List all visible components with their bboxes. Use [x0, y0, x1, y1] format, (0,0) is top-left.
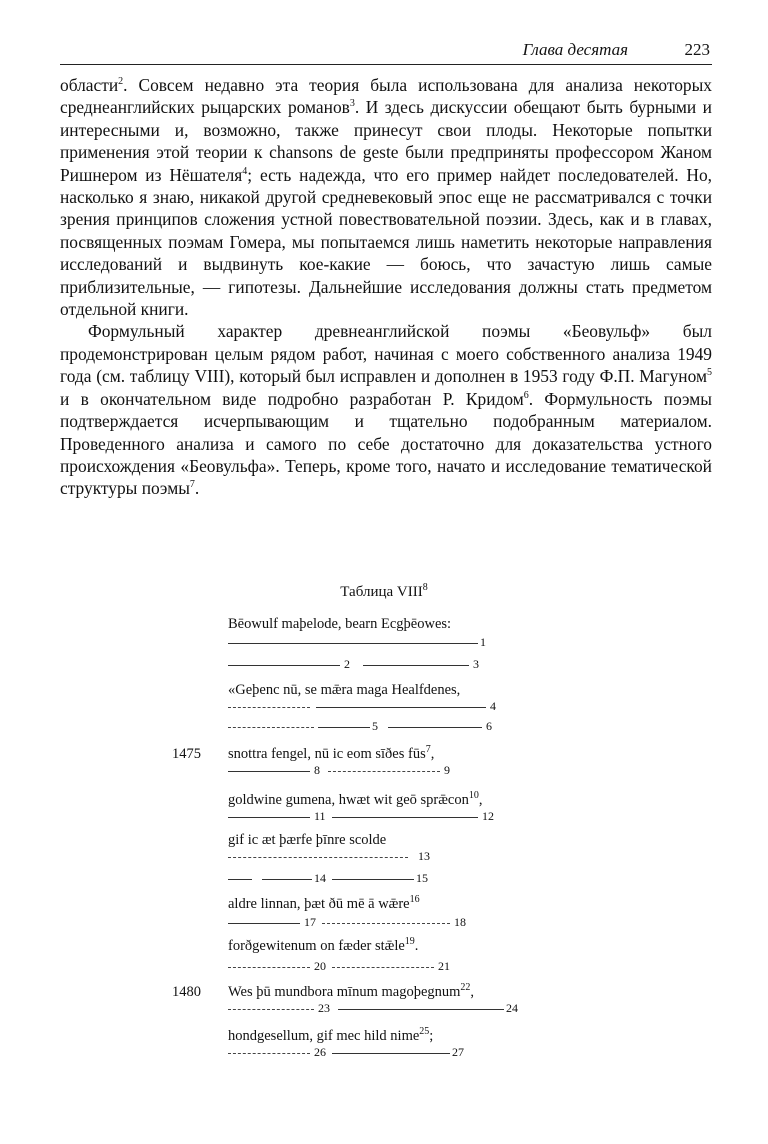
formula-underline: [228, 967, 310, 968]
formula-number: 26: [314, 1045, 326, 1059]
verse-text: goldwine gumena, hwæt wit geō sprǣcon: [228, 792, 469, 808]
formula-number: 8: [314, 763, 320, 777]
formula-underline: [332, 1053, 450, 1054]
formula-underline: [228, 1009, 314, 1010]
formula-number: 20: [314, 959, 326, 973]
verse-text: snottra fengel, nū ic eom sīðes fūs: [228, 746, 426, 762]
verse-line: [228, 616, 451, 633]
formula-number: 9: [444, 763, 450, 777]
verse-text: gif ic æt þærfe þīnre scolde: [228, 832, 387, 848]
verse-footnote: 25: [419, 1026, 430, 1038]
footnote-ref: 6: [523, 389, 529, 401]
verse-footnote: 22: [460, 982, 471, 994]
formula-underline: [328, 771, 440, 772]
verse-line: [228, 896, 420, 913]
table-title: [0, 584, 768, 601]
formula-number: 3: [473, 657, 479, 671]
formula-marker-row: [228, 810, 498, 824]
formula-marker-row: [228, 1046, 498, 1060]
formula-marker-row: [228, 764, 498, 778]
formula-number: 2: [344, 657, 350, 671]
formula-marker-row: [228, 960, 498, 974]
footnote-ref: 7: [189, 479, 195, 491]
formula-number: 6: [486, 719, 492, 733]
body-text: [60, 74, 712, 500]
line-number: 1475: [172, 746, 201, 762]
formula-number: 23: [318, 1001, 330, 1015]
formula-number: 27: [452, 1045, 464, 1059]
verse-footnote: 7: [425, 744, 431, 756]
formula-marker-row: [228, 720, 498, 734]
verse-text: aldre linnan, þæt ðū mē ā wǣre: [228, 896, 410, 912]
chapter-title: Глава десятая: [522, 40, 628, 59]
formula-number: 11: [314, 809, 326, 823]
footnote-ref: 2: [118, 76, 124, 88]
formula-underline: [228, 879, 252, 880]
formula-underline: [388, 727, 482, 728]
verse-line: [228, 832, 386, 849]
verse-line: snottra fengel, nū ic eom sīðes fūs$^7$,: [228, 744, 435, 762]
footnote-ref: 5: [707, 367, 712, 379]
formula-underline: [228, 817, 310, 818]
paragraph: области$^2$. Совсем недавно эта теория была использована для анализа некоторых среднеанглийских рыцарских романов$^3$. И здесь дискуссии обещают быть бурными и интересными и, возможно, также принесут свои плоды. Некоторые попытки применения этой теории к chansons de geste были предприняты профессором Жаном Ришнером из Нёшателя$^4$; есть надежда, что его пример найдет последователей. Но, насколько я знаю, никакой другой средневековый эпос еще не рассматривался с точки зрения принципов сложения устной повествовательной поэзии. Здесь, как и в главах, посвященных поэмам Гомера, мы попытаемся лишь наметить некоторые направления исследований и выдвинуть кое-какие — боюсь, что зачастую лишь самые приблизительные, — гипотезы. Дальнейшие исследования должны стать предметом отдельной книги.: [60, 75, 713, 320]
formula-underline: [228, 771, 310, 772]
formula-number: 13: [418, 849, 430, 863]
formula-underline: [228, 857, 408, 858]
table-title-footnote: 8: [422, 582, 428, 593]
formula-number: 17: [304, 915, 316, 929]
formula-marker-row: [228, 636, 498, 650]
formula-number: 24: [506, 1001, 518, 1015]
formula-underline: [262, 879, 312, 880]
formula-underline: [363, 665, 469, 666]
running-header: [60, 40, 712, 65]
formula-number: 1: [480, 635, 486, 649]
formula-number: 18: [454, 915, 466, 929]
table-title-text: Таблица VIII: [340, 584, 423, 600]
verse-text: Wes þū mundbora mīnum magoþegnum: [228, 984, 461, 1000]
formula-underline: [338, 1009, 504, 1010]
formula-marker-row: [228, 872, 498, 886]
verse-line: forðgewitenum on fæder stǣle$^{19}$.: [228, 936, 419, 954]
footnote-ref: 4: [242, 165, 248, 177]
verse-text: Bēowulf maþelode, bearn Ecgþēowes:: [228, 616, 452, 632]
paragraph: Формульный характер древнеанглийской поэмы «Беовульф» был продемонстрирован целым рядом работ, начиная с моего собственного анализа 1949 года (см. таблицу VIII), который был исправлен и дополнен в 1953 году Ф.П. Магуном$^5$ и в окончательном виде подробно разработан Р. Кридом$^6$. Формульность поэмы подтверждается исчерпывающим и тщательно подобранным материалом. Проведенного анализа и самого по себе достаточно для доказательства устного происхождения «Беовульфа». Теперь, кроме того, начато и исследование тематической структуры поэмы$^7$.: [60, 321, 712, 499]
verse-text: hondgesellum, gif mec hild nime: [228, 1028, 420, 1044]
formula-underline: [228, 1053, 310, 1054]
formula-underline: [228, 665, 340, 666]
formula-underline: [332, 879, 414, 880]
formula-underline: [228, 643, 478, 644]
formula-marker-row: [228, 658, 498, 672]
verse-footnote: 19: [404, 936, 415, 948]
formula-underline: [228, 727, 314, 728]
formula-number: 4: [490, 699, 496, 713]
formula-number: 15: [416, 871, 428, 885]
formula-marker-row: [228, 916, 498, 930]
line-number: 1480: [172, 984, 201, 1000]
verse-line: goldwine gumena, hwæt wit geō sprǣcon$^{10}$,: [228, 790, 483, 808]
footnote-ref: 3: [349, 98, 355, 110]
formula-underline: [318, 727, 370, 728]
formula-number: 12: [482, 809, 494, 823]
page-number: 223: [684, 40, 710, 59]
formula-marker-row: [228, 1001, 518, 1016]
formula-underline: [322, 923, 450, 924]
formula-underline: [332, 967, 434, 968]
verse-line: hondgesellum, gif mec hild nime$^{25}$;: [228, 1026, 434, 1044]
verse-footnote: 10: [468, 790, 479, 802]
formula-number: 21: [438, 959, 450, 973]
verse-text: «Geþenc nū, se mǣra maga Healfdenes,: [228, 682, 461, 698]
formula-number: 5: [372, 719, 378, 733]
formula-underline: [316, 707, 486, 708]
formula-underline: [228, 707, 310, 708]
formula-underline: [228, 923, 300, 924]
formula-underline: [332, 817, 478, 818]
formula-marker-row: [228, 850, 498, 864]
verse-line: [228, 682, 460, 699]
formula-number: 14: [314, 871, 326, 885]
verse-text: forðgewitenum on fæder stǣle: [228, 938, 405, 954]
formula-marker-row: [228, 700, 498, 714]
verse-footnote: 16: [409, 894, 420, 906]
verse-line: Wes þū mundbora mīnum magoþegnum$^{22}$,: [228, 982, 475, 1000]
